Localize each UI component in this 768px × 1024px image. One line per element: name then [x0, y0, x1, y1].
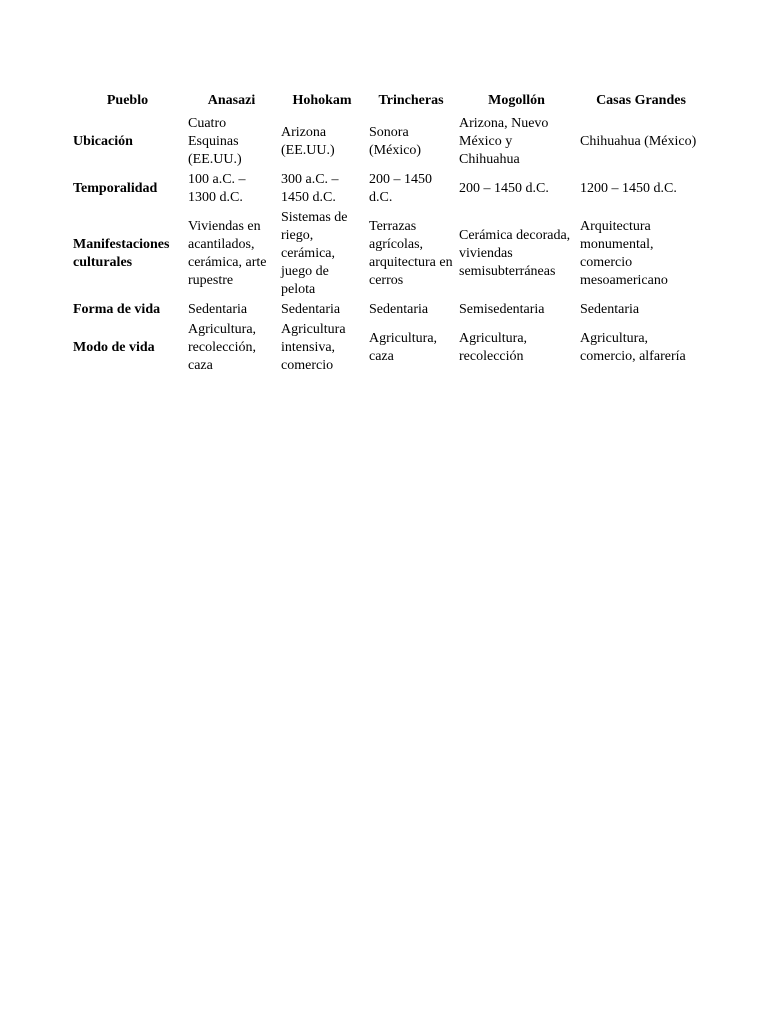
table-cell: Sonora (México) [369, 125, 422, 158]
column-header-anasazi: Anasazi [207, 93, 256, 108]
table-cell: Sedentaria [188, 302, 248, 317]
row-label-forma-de-vida: Forma de vida [73, 302, 161, 317]
table-cell: Semisedentaria [459, 302, 545, 317]
table-cell: Arizona (EE.UU.) [281, 125, 335, 158]
table-cell: Agricultura, recolección, caza [188, 322, 257, 373]
row-label-modo-de-vida: Modo de vida [73, 340, 155, 355]
row-label-manifestaciones-culturales: Manifestaciones culturales [73, 237, 170, 270]
table-header-row [70, 90, 705, 114]
table-row-forma-de-vida [70, 300, 705, 320]
row-label-temporalidad: Temporalidad [73, 181, 158, 196]
column-header-mogollon: Mogollón [488, 93, 545, 108]
table-cell: Cerámica decorada, viviendas semisubterráneas [459, 228, 571, 279]
row-label-ubicacion: Ubicación [73, 134, 133, 149]
column-header-casas-grandes: Casas Grandes [596, 93, 686, 108]
table-cell: Cuatro Esquinas (EE.UU.) [188, 116, 242, 167]
table-row-ubicacion [70, 114, 705, 170]
table-cell: Viviendas en acantilados, cerámica, arte rupestre [188, 219, 267, 288]
table-row-temporalidad [70, 170, 705, 208]
table-cell: Sedentaria [281, 302, 341, 317]
table-cell: 200 – 1450 d.C. [459, 181, 549, 196]
table-cell: 1200 – 1450 d.C. [580, 181, 677, 196]
column-header-pueblo: Pueblo [106, 93, 149, 108]
table-cell: Agricultura, caza [369, 331, 438, 364]
table-cell: Sistemas de riego, cerámica, juego de pelota [281, 210, 348, 297]
column-header-hohokam: Hohokam [292, 93, 352, 108]
comparison-table [70, 90, 705, 376]
column-header-trincheras: Trincheras [378, 93, 444, 108]
table-cell: Sedentaria [369, 302, 429, 317]
table-cell: Sedentaria [580, 302, 640, 317]
table-cell: Chihuahua (México) [580, 134, 697, 149]
table-cell: 200 – 1450 d.C. [369, 172, 432, 205]
table-cell: Arquitectura monumental, comercio mesoamericano [580, 219, 668, 288]
table-cell: 100 a.C. – 1300 d.C. [188, 172, 246, 205]
table-cell: Agricultura intensiva, comercio [281, 322, 346, 373]
table-cell: Agricultura, comercio, alfarería [580, 331, 686, 364]
table-cell: 300 a.C. – 1450 d.C. [281, 172, 339, 205]
table-row-modo-de-vida [70, 320, 705, 376]
table-row-manifestaciones-culturales [70, 208, 705, 300]
table-cell: Arizona, Nuevo México y Chihuahua [459, 116, 549, 167]
table-cell: Agricultura, recolección [459, 331, 528, 364]
table-cell: Terrazas agrícolas, arquitectura en cerros [369, 219, 453, 288]
